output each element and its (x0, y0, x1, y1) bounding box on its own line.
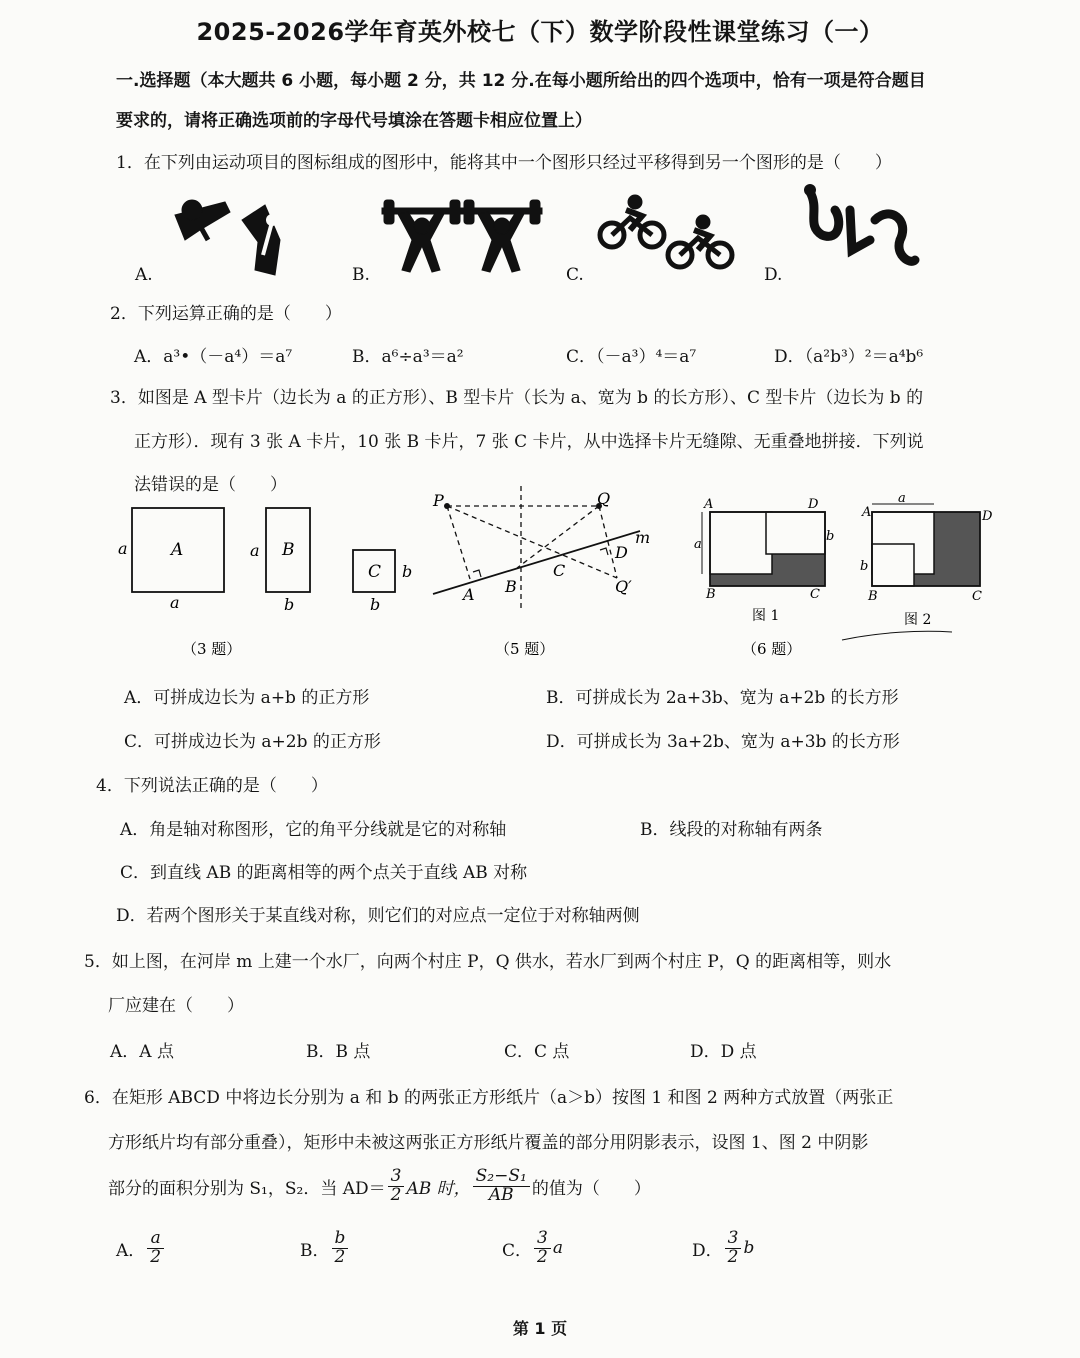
q2-option-b: B．a⁶÷a³＝a² (352, 347, 464, 367)
q6-option-d-den: 2 (727, 1246, 739, 1267)
figure-q5-river (425, 486, 665, 666)
q1-label-b: B. (352, 265, 370, 285)
q6-option-b-label: B． (300, 1240, 330, 1261)
fig6-2-label-d: D (982, 509, 993, 524)
card-c-label: C (368, 562, 382, 582)
figure-6-1 (694, 497, 834, 624)
q6-option-b-den: 2 (334, 1246, 346, 1267)
figure-q5-caption: （5 题） (495, 640, 555, 658)
figure-6-2 (842, 492, 993, 640)
fig6-2-caption: 图 2 (904, 612, 932, 628)
q3-line3: 法错误的是（ ） (134, 475, 287, 495)
q3-option-d: D．可拼成长为 3a+2b、宽为 a+3b 的长方形 (546, 732, 900, 752)
card-a-side-label: a (118, 539, 128, 558)
page-number: 第 1 页 (512, 1319, 568, 1338)
q5-option-a: A．A 点 (110, 1042, 174, 1062)
q6-option-a-label: A． (116, 1240, 146, 1261)
q6-option-c-label: C． (502, 1240, 533, 1261)
q6-option-b-num: b (332, 1230, 349, 1249)
q1-label-a: A. (135, 265, 153, 285)
card-b-bottom-label: b (284, 595, 295, 614)
label-b: B (505, 577, 517, 596)
q6-option-b-fraction (332, 1230, 349, 1267)
fig6-1-label-a: A (704, 497, 714, 512)
q4-option-b: B．线段的对称轴有两条 (640, 820, 823, 840)
q6-option-c-num: 3 (534, 1230, 551, 1249)
archery-icon (134, 200, 280, 285)
q6-option-c-tail: a (552, 1238, 563, 1259)
gymnastics-icon (764, 184, 915, 285)
q5-option-d: D．D 点 (690, 1042, 757, 1062)
q6-line3-part1: 部分的面积分别为 S₁，S₂．当 AD＝ (108, 1178, 386, 1199)
figure-q3-cards (110, 496, 420, 666)
weightlifting-icon (352, 200, 542, 285)
q6-cond-numerator: 3 (388, 1168, 405, 1187)
label-p: P (433, 491, 444, 510)
figure-q3-caption: （3 题） (182, 640, 242, 658)
q1-icons (130, 180, 950, 290)
q3-line2: 正方形）．现有 3 张 A 卡片，10 张 B 卡片，7 张 C 卡片，从中选择卡片无缝隙、无重叠地拼接．下列说 (134, 432, 924, 452)
label-a: A (463, 585, 475, 604)
card-b-side-label: a (250, 541, 260, 560)
q6-expr-denominator: AB (488, 1184, 514, 1205)
q6-line2: 方形纸片均有部分重叠），矩形中未被这两张正方形纸片覆盖的部分用阴影表示，设图 1、图 2 中阴影 (108, 1133, 869, 1153)
q6-option-d-num: 3 (725, 1230, 742, 1249)
q6-option-d-label: D． (692, 1240, 723, 1261)
q1-label-c: C. (566, 265, 584, 285)
card-a-label: A (171, 540, 184, 560)
q5-line2: 厂应建在（ ） (108, 996, 244, 1016)
card-b-label: B (282, 540, 295, 560)
q3-option-a: A．可拼成边长为 a+b 的正方形 (124, 688, 370, 708)
card-a-bottom-label: a (170, 593, 180, 612)
q4-stem: 4．下列说法正确的是（ ） (96, 776, 328, 796)
q6-condition-fraction (388, 1168, 405, 1205)
q2-option-a: A．a³•（－a⁴）＝a⁷ (134, 347, 293, 367)
q2-stem: 2．下列运算正确的是（ ） (110, 304, 342, 324)
fig6-1-side-a: a (694, 537, 702, 552)
q6-option-d-tail: b (743, 1238, 755, 1259)
q4-option-d: D．若两个图形关于某直线对称，则它们的对应点一定位于对称轴两侧 (116, 906, 640, 926)
fig6-2-label-b: B (868, 589, 878, 604)
q6-option-d-fraction (725, 1230, 742, 1267)
section-header-line1: 一.选择题（本大题共 6 小题，每小题 2 分，共 12 分.在每小题所给出的四个选项中，恰有一项是符合题目 (116, 71, 926, 91)
label-q-prime: Q′ (615, 577, 632, 596)
q6-cond-denominator: 2 (390, 1184, 402, 1205)
q6-option-a-fraction (147, 1230, 164, 1267)
q6-expr-numerator: S₂−S₁ (473, 1168, 530, 1187)
q6-option-a-num: a (147, 1230, 164, 1249)
q6-line3-part2: AB 时， (406, 1178, 471, 1199)
q1-stem: 1．在下列由运动项目的图标组成的图形中，能将其中一个图形只经过平移得到另一个图形的是（ ） (116, 153, 892, 173)
card-c-side-label: b (402, 562, 413, 581)
fig6-1-caption: 图 1 (752, 608, 780, 624)
card-c-bottom-label: b (370, 595, 381, 614)
fig6-1-label-d: D (808, 497, 819, 512)
label-d: D (615, 543, 628, 562)
figure-q6 (690, 492, 1005, 664)
figure-q6-caption: （6 题） (742, 640, 802, 658)
q6-line3-part3: 的值为（ ） (531, 1178, 651, 1199)
q6-option-b (300, 1230, 350, 1267)
fig6-2-label-a: A (862, 505, 872, 520)
section-header-line2: 要求的，请将正确选项前的字母代号填涂在答题卡相应位置上） (116, 111, 592, 131)
fig6-1-label-c: C (810, 587, 820, 602)
cycling-icon (566, 195, 732, 285)
q2-option-c: C．（－a³）⁴＝a⁷ (566, 347, 697, 367)
q3-option-c: C．可拼成边长为 a+2b 的正方形 (124, 732, 381, 752)
fig6-1-label-b: B (706, 587, 716, 602)
q6-option-c-fraction (534, 1230, 551, 1267)
label-q: Q (597, 489, 611, 508)
label-c: C (553, 561, 566, 580)
q6-option-c (502, 1230, 563, 1267)
q6-option-c-den: 2 (537, 1246, 548, 1267)
q5-line1: 5．如上图，在河岸 m 上建一个水厂，向两个村庄 P，Q 供水，若水厂到两个村庄 P，Q 的距离相等，则水 (84, 952, 892, 972)
q1-label-d: D. (764, 265, 783, 285)
fig6-2-top-a: a (898, 492, 906, 506)
q5-option-b: B．B 点 (306, 1042, 371, 1062)
q5-option-c: C．C 点 (504, 1042, 570, 1062)
q6-line3 (108, 1168, 651, 1205)
q3-line1: 3．如图是 A 型卡片（边长为 a 的正方形）、B 型卡片（长为 a、宽为 b 的长方形）、C 型卡片（边长为 b 的 (110, 388, 924, 408)
fig6-2-label-c: C (972, 589, 982, 604)
fig6-1-side-b: b (826, 529, 835, 544)
q6-option-a (116, 1230, 166, 1267)
q4-option-c: C．到直线 AB 的距离相等的两个点关于直线 AB 对称 (120, 863, 528, 883)
q6-option-a-den: 2 (150, 1246, 162, 1267)
q2-option-d: D．（a²b³）²＝a⁴b⁶ (774, 347, 924, 367)
q6-option-d (692, 1230, 754, 1267)
q6-line1: 6．在矩形 ABCD 中将边长分别为 a 和 b 的两张正方形纸片（a＞b）按图 1 和图 2 两种方式放置（两张正 (84, 1088, 894, 1108)
q6-expression-fraction (473, 1168, 530, 1205)
page-title: 2025-2026学年育英外校七（下）数学阶段性课堂练习（一） (196, 18, 884, 46)
label-m: m (635, 528, 651, 547)
fig6-2-side-b: b (860, 559, 869, 574)
q3-option-b: B．可拼成长为 2a+3b、宽为 a+2b 的长方形 (546, 688, 899, 708)
q4-option-a: A．角是轴对称图形，它的角平分线就是它的对称轴 (120, 820, 507, 840)
